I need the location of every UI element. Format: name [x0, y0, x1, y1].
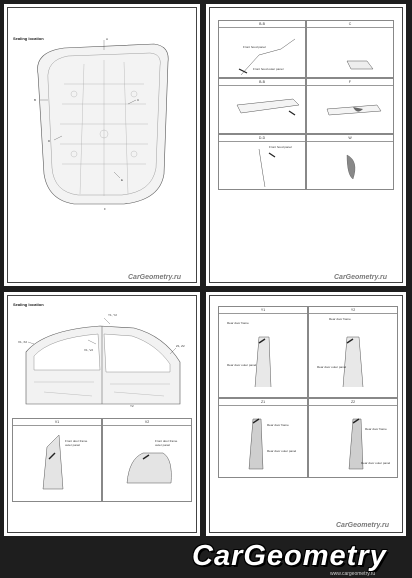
section-title: Y2: [309, 307, 397, 314]
section-cell-f: [306, 78, 394, 134]
callout-label: C: [137, 98, 140, 102]
section-sketch: [307, 21, 394, 78]
callout-label: Z1, Z2: [176, 344, 185, 348]
section-cell-y2: [308, 306, 398, 398]
section-sketch: [309, 307, 398, 398]
section-title: W: [307, 135, 393, 142]
watermark: CarGeometry.ru: [128, 274, 182, 281]
callout-label: E: [121, 178, 124, 182]
manual-page-door-sealing: [4, 292, 200, 536]
note: Front hood panel: [243, 45, 266, 49]
note: Rear door frame: [365, 427, 387, 431]
hood-inner-panel-diagram: [4, 4, 200, 286]
section-sketch: [307, 135, 394, 190]
section-title: B-B: [219, 79, 305, 86]
section-sketch: [219, 79, 306, 134]
section-title: B-B: [219, 21, 305, 28]
section-title: Y1: [219, 307, 307, 314]
section-cell-v2: [102, 418, 192, 502]
section-sketch: [309, 399, 398, 478]
section-cell-z1: [218, 398, 308, 478]
section-cell-v1: [12, 418, 102, 502]
note: Front door frame: [65, 439, 88, 443]
watermark: CarGeometry.ru: [334, 274, 388, 281]
section-sketch: [219, 399, 308, 478]
note: Front hood outer panel: [253, 67, 284, 71]
note: Rear door frame: [329, 317, 351, 321]
callout-label: Y2: [130, 404, 134, 408]
section-sketch: [103, 419, 192, 502]
note: Rear door outer panel: [267, 449, 297, 453]
callout-label: X1, X2: [18, 340, 28, 344]
section-title: F: [307, 79, 393, 86]
section-cell-c: [306, 20, 394, 78]
note: Rear door outer panel: [317, 365, 347, 369]
callout-label: V1, V2: [84, 348, 94, 352]
manual-page-hood-sealing: [4, 4, 200, 286]
watermark: CarGeometry.ru: [336, 522, 390, 529]
section-title: V1: [13, 419, 101, 426]
section-title: D-D: [219, 135, 305, 142]
note: Rear door frame: [227, 321, 249, 325]
section-cell-w: [306, 134, 394, 190]
section-title: C: [307, 21, 393, 28]
note: Rear door frame: [267, 423, 289, 427]
callout-label: D: [48, 139, 51, 143]
callout-label: Y1, Y2: [108, 313, 117, 317]
manual-page-rear-door-sections: [206, 292, 406, 536]
callout-label: A: [106, 37, 109, 41]
callout-label: B: [34, 98, 37, 102]
note: outer panel: [155, 443, 171, 447]
callout-label: F: [104, 207, 106, 211]
section-sketch: [307, 79, 394, 134]
section-title: Z1: [219, 399, 307, 406]
section-sketch: [13, 419, 102, 502]
section-cell-z2: [308, 398, 398, 478]
section-cell-b-b-2: [218, 78, 306, 134]
footer-brand-logo: CarGeometry: [192, 540, 387, 572]
footer-site: www.cargeometry.ru: [330, 571, 376, 577]
note: Rear door outer panel: [361, 461, 391, 465]
note: Front hood panel: [269, 145, 292, 149]
note: Rear door outer panel: [227, 363, 257, 367]
note: Front door frame: [155, 439, 178, 443]
manual-page-hood-sections: [206, 4, 406, 286]
page-heading: Sealing location: [13, 302, 44, 307]
section-title: Z2: [309, 399, 397, 406]
section-title: V2: [103, 419, 191, 426]
section-cell-y1: [218, 306, 308, 398]
note: outer panel: [65, 443, 81, 447]
section-cell-b-b: [218, 20, 306, 78]
section-cell-d-d: [218, 134, 306, 190]
page-heading: Sealing location: [13, 36, 44, 41]
section-sketch: [219, 135, 306, 190]
